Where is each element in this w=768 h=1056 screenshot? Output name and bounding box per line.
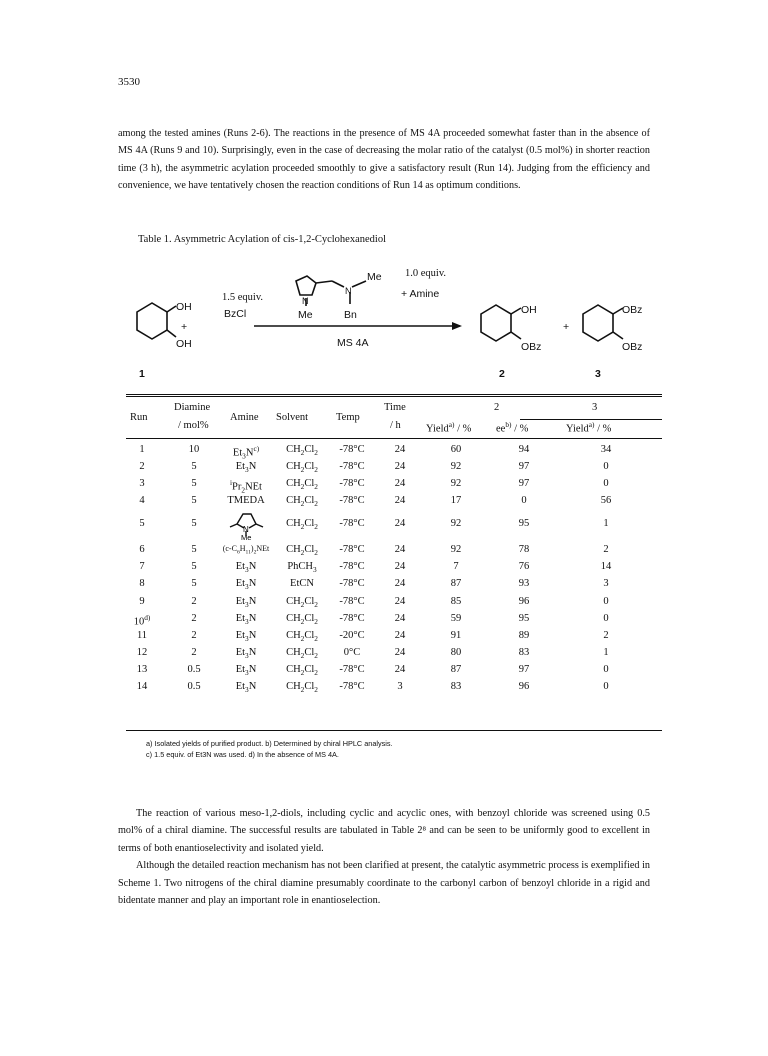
cell-run: 2: [139, 461, 145, 473]
cell-run: 3: [139, 478, 145, 490]
cell-yield3: 14: [600, 561, 612, 573]
cell-yield2: 60: [450, 444, 462, 455]
cell-time: 24: [394, 544, 406, 556]
footnote-line-1: a) Isolated yields of purified product. b) Determined by chiral HPLC analysis.: [146, 739, 393, 748]
cell-run: 8: [139, 578, 145, 590]
cell-amine: $^iPr_2NEt$: [230, 478, 262, 495]
cell-time: 24: [394, 518, 406, 530]
cell-yield2: 92: [450, 518, 462, 530]
cell-yield3: 2: [603, 629, 609, 641]
cell-amine: $(c-C_6H_{11})_2NEt$: [222, 544, 270, 556]
cell-yield3: 0: [603, 681, 609, 692]
cell-ee: 78: [518, 544, 530, 556]
footnotes: [146, 739, 393, 760]
cell-yield2: 85: [450, 595, 462, 607]
cell-diamine: 10: [188, 444, 200, 455]
cell-ee: 97: [518, 461, 530, 473]
cell-time: 24: [394, 478, 406, 490]
table-top-rule: [126, 394, 662, 395]
cell-yield2: 7: [453, 561, 459, 573]
product2-ring: [481, 305, 511, 341]
cell-temp: -78°C: [339, 478, 365, 490]
catalyst-n1-label: N: [302, 296, 309, 306]
cell-solvent: EtCN: [290, 578, 314, 590]
header-yield3: Yield$^{a)}$ / %: [566, 420, 612, 435]
cell-ee: 97: [518, 478, 530, 490]
cell-ee: 97: [518, 663, 530, 675]
header-compound-2: 2: [494, 402, 500, 413]
cell-diamine: 5: [191, 495, 197, 507]
cell-temp: -78°C: [339, 444, 365, 455]
cell-diamine: 2: [191, 612, 197, 624]
cell-yield3: 2: [603, 544, 609, 556]
table-header: [126, 398, 662, 438]
cell-time: 24: [394, 461, 406, 473]
cell-yield3: 0: [603, 612, 609, 624]
cell-run: 13: [136, 663, 148, 675]
cell-yield2: 87: [450, 578, 462, 590]
header-compound-3: 3: [592, 402, 598, 413]
cell-ee: 89: [518, 629, 530, 641]
cell-solvent: $CH_2Cl_2$: [286, 495, 318, 509]
cell-diamine: 5: [191, 518, 197, 530]
table-row: [126, 647, 662, 662]
cell-ee: 94: [518, 444, 530, 455]
cell-yield3: 1: [603, 646, 609, 658]
catalyst-ring: [296, 276, 316, 295]
cell-time: 24: [394, 444, 406, 455]
cell-solvent: $CH_2Cl_2$: [286, 518, 318, 532]
cell-diamine: 2: [191, 629, 197, 641]
cell-run: 6: [139, 544, 145, 556]
amine-label: + Amine: [401, 288, 440, 300]
header-ee: $ee^{b)}$ / %: [496, 420, 529, 435]
table-top-rule-2: [126, 396, 662, 397]
cell-time: 24: [394, 646, 406, 658]
cell-run: 7: [139, 561, 145, 573]
cell-ee: 76: [518, 561, 530, 573]
cell-yield2: 92: [450, 478, 462, 490]
header-rule: [126, 438, 662, 439]
intro-paragraph: [118, 125, 650, 195]
cell-yield3: 56: [600, 495, 612, 507]
table-row: [126, 461, 662, 476]
cell-ee: 96: [518, 595, 530, 607]
footnote-line-2: c) 1.5 equiv. of Et3N was used. d) In the absence of MS 4A.: [146, 749, 339, 759]
compound-label-3: 3: [595, 368, 601, 380]
p2-obz-label: OBz: [521, 341, 542, 353]
table-bottom-rule: [126, 730, 662, 731]
cell-solvent: $CH_2Cl_2$: [286, 544, 318, 558]
table-row: [126, 613, 662, 628]
table-row: [126, 578, 662, 593]
paragraph-2: The reaction of various meso-1,2-diols, including cyclic and acyclic ones, with benzoyl chloride was screened using 0.5 mol% of a chiral diamine. The successful results are tabulated in Table 2⁸ and can be seen to be uniformly good to excellent in terms of both enantioselectivity and isolated yield.: [118, 808, 650, 854]
oh-label-2: OH: [176, 338, 192, 350]
cell-time: 24: [394, 663, 406, 675]
cell-time: 24: [394, 595, 406, 607]
cell-solvent: $CH_2Cl_2$: [286, 444, 318, 458]
ms-label: MS 4A: [337, 337, 369, 349]
cell-amine: $Et_3N$: [235, 461, 257, 475]
cell-yield2: 92: [450, 461, 462, 473]
cell-solvent: $CH_2Cl_2$: [286, 461, 318, 475]
cell-temp: -78°C: [339, 495, 365, 507]
cell-time: 3: [397, 681, 403, 692]
cell-yield2: 80: [450, 646, 462, 658]
cell-yield3: 0: [603, 663, 609, 675]
header-diamine-unit: / mol%: [178, 420, 209, 431]
catalyst-bn-label: Bn: [344, 309, 357, 321]
cell-run: 11: [136, 629, 148, 641]
amine-n-label: N: [243, 525, 249, 535]
table-row: [126, 512, 662, 542]
cell-run: 1: [139, 444, 145, 455]
table-row: [126, 596, 662, 611]
cell-diamine: 0.5: [187, 681, 201, 692]
cell-time: 24: [394, 612, 406, 624]
header-time-unit: / h: [390, 420, 401, 431]
compound-label-1: 1: [139, 368, 145, 380]
cell-solvent: $CH_2Cl_2$: [286, 646, 318, 660]
product3-ring: [583, 305, 613, 341]
cell-ee: 93: [518, 578, 530, 590]
cell-amine: $Et_3N^{c)}$: [232, 444, 260, 461]
p3-obz-label-1: OBz: [622, 304, 643, 316]
page-number: 3530: [118, 76, 140, 88]
cell-amine: TMEDA: [227, 495, 265, 507]
plus-sign-2: +: [563, 321, 570, 333]
substrate-ring: [137, 303, 167, 339]
cell-diamine: 5: [191, 478, 197, 490]
cell-ee: 95: [518, 518, 530, 530]
cell-yield3: 0: [603, 595, 609, 607]
p2-oh-label: OH: [521, 304, 537, 316]
cell-solvent: $CH_2Cl_2$: [286, 681, 318, 695]
amine-equiv: 1.0 equiv.: [405, 268, 447, 279]
cell-yield3: 0: [603, 461, 609, 473]
catalyst-me-label: Me: [367, 271, 382, 283]
cell-amine: $Et_3N$: [235, 663, 257, 677]
cell-amine: $Et_3N$: [235, 595, 257, 609]
oh-label-1: OH: [176, 301, 192, 313]
cell-run: 4: [139, 495, 145, 507]
cell-temp: -78°C: [339, 681, 365, 692]
cell-amine: $Et_3N$: [235, 612, 257, 626]
header-solvent: Solvent: [276, 412, 309, 423]
cell-temp: -78°C: [339, 461, 365, 473]
cyclic-amine-structure: [222, 510, 272, 540]
cell-ee: 0: [521, 495, 527, 507]
table-row: [126, 478, 662, 493]
paragraph-3: Although the detailed reaction mechanism has not been clarified at present, the catalytic asymmetric process is exemplified in Scheme 1. Two nitrogens of the chiral diamine presumably coordinate to the carbonyl carbon of benzoyl chloride in a rigid and bidentate manner and play an important role in enantioselection.: [118, 860, 650, 907]
cell-run: 10$^{d)}$: [133, 612, 151, 628]
table-row: [126, 495, 662, 510]
table-row: [126, 444, 662, 459]
cell-temp: 0°C: [343, 646, 361, 658]
bzcl-equiv: 1.5 equiv.: [222, 292, 264, 303]
cell-time: 24: [394, 561, 406, 573]
compound-label-2: 2: [499, 368, 505, 380]
cell-run: 9: [139, 595, 145, 607]
cell-yield3: 3: [603, 578, 609, 590]
cell-diamine: 2: [191, 595, 197, 607]
cell-temp: -78°C: [339, 595, 365, 607]
cell-diamine: 5: [191, 544, 197, 556]
cell-amine: $Et_3N$: [235, 646, 257, 660]
p3-obz-label-2: OBz: [622, 341, 643, 353]
cell-yield3: 1: [603, 518, 609, 530]
cell-time: 24: [394, 495, 406, 507]
amine-me-label: Me: [241, 533, 252, 541]
cell-temp: -78°C: [339, 612, 365, 624]
cell-yield2: 83: [450, 681, 462, 692]
cell-diamine: 2: [191, 646, 197, 658]
cell-yield3: 0: [603, 478, 609, 490]
catalyst-me2-label: Me: [298, 309, 313, 321]
cell-run: 14: [136, 681, 148, 692]
table-row: [126, 664, 662, 679]
table-row: [126, 630, 662, 645]
cell-ee: 95: [518, 612, 530, 624]
reaction-scheme: [0, 250, 768, 385]
cell-amine: $Et_3N$: [235, 681, 257, 695]
cell-solvent: PhCH$_3$: [287, 561, 317, 575]
cell-solvent: $CH_2Cl_2$: [286, 629, 318, 643]
cell-temp: -20°C: [339, 629, 365, 641]
cell-diamine: 5: [191, 461, 197, 473]
cell-solvent: $CH_2Cl_2$: [286, 612, 318, 626]
cell-temp: -78°C: [339, 578, 365, 590]
cell-yield2: 59: [450, 612, 462, 624]
cell-yield2: 91: [450, 629, 462, 641]
cell-diamine: 5: [191, 561, 197, 573]
cell-amine: $Et_3N$: [235, 561, 257, 575]
table-row: [126, 561, 662, 576]
cell-run: 5: [139, 518, 145, 530]
intro-text: among the tested amines (Runs 2-6). The reactions in the presence of MS 4A proceeded somewhat faster than in the absence of MS 4A (Runs 9 and 10). Surprisingly, even in the case of decreasing the molar ratio of the catalyst (0.5 mol%) in shorter reaction time (3 h), the asymmetric acylation proceeded smoothly to give a satisfactory result (Run 14). Judging from the efficiency and convenience, we have tentatively chosen the reaction conditions of Run 14 as optimum conditions.: [118, 128, 650, 192]
cell-time: 24: [394, 629, 406, 641]
cell-time: 24: [394, 578, 406, 590]
cell-temp: -78°C: [339, 663, 365, 675]
cell-run: 12: [136, 646, 148, 658]
cell-ee: 83: [518, 646, 530, 658]
body-paragraphs: [118, 805, 650, 909]
plus-sign-1: +: [181, 321, 188, 333]
cell-temp: -78°C: [339, 518, 365, 530]
cell-temp: -78°C: [339, 561, 365, 573]
bzcl-label: BzCl: [224, 308, 247, 320]
header-diamine: Diamine: [174, 402, 211, 413]
catalyst-n2-label: N: [345, 286, 352, 296]
header-amine: Amine: [230, 412, 259, 423]
cell-solvent: $CH_2Cl_2$: [286, 478, 318, 492]
table-caption: Table 1. Asymmetric Acylation of cis-1,2-Cyclohexanediol: [138, 234, 386, 245]
cell-amine: $Et_3N$: [235, 629, 257, 643]
cell-yield2: 87: [450, 663, 462, 675]
cell-solvent: $CH_2Cl_2$: [286, 663, 318, 677]
cell-yield2: 92: [450, 544, 462, 556]
cell-temp: -78°C: [339, 544, 365, 556]
cell-solvent: $CH_2Cl_2$: [286, 595, 318, 609]
table-row: [126, 681, 662, 696]
header-time: Time: [384, 402, 406, 413]
cell-ee: 96: [518, 681, 530, 692]
cell-yield2: 17: [450, 495, 462, 507]
header-run: Run: [130, 412, 148, 423]
cell-diamine: 0.5: [187, 663, 201, 675]
table-row: [126, 544, 662, 559]
cell-yield3: 34: [600, 444, 612, 455]
cell-diamine: 5: [191, 578, 197, 590]
header-yield2: Yield$^{a)}$ / %: [426, 420, 472, 435]
header-temp: Temp: [336, 412, 360, 423]
cell-amine: $Et_3N$: [235, 578, 257, 592]
